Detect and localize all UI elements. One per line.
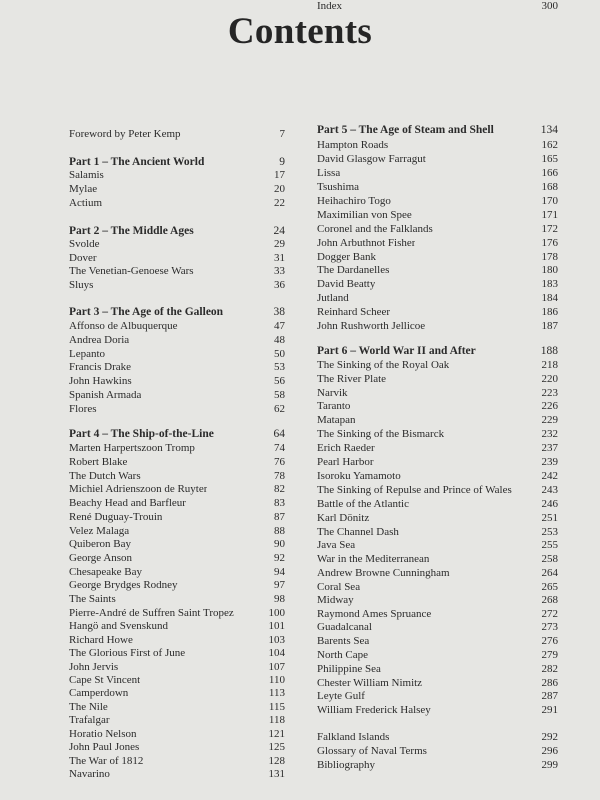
toc-entry — [317, 0, 558, 13]
toc-entry-page: 253 — [541, 526, 558, 538]
toc-entry-page: 176 — [541, 237, 558, 249]
toc-entry-title: Spanish Armada — [69, 389, 142, 401]
toc-entry-page: 74 — [274, 442, 285, 454]
toc-entry — [69, 674, 285, 687]
toc-entry — [317, 745, 558, 758]
toc-entry-page: 97 — [274, 579, 285, 591]
toc-entry — [69, 348, 285, 361]
toc-part-heading — [69, 225, 285, 238]
toc-entry-page: 251 — [541, 512, 558, 524]
toc-entry — [317, 306, 558, 319]
toc-entry-page: 47 — [274, 320, 285, 332]
toc-entry-page: 101 — [268, 620, 285, 632]
toc-entry-page: 22 — [274, 197, 285, 209]
toc-entry — [317, 264, 558, 277]
toc-entry — [69, 169, 285, 182]
toc-entry-page: 279 — [541, 649, 558, 661]
toc-entry-title: Part 3 – The Age of the Galleon — [69, 306, 224, 318]
toc-entry — [69, 265, 285, 278]
toc-entry-title: Marten Harpertszoon Tromp — [69, 442, 195, 454]
toc-entry-page: 268 — [541, 594, 558, 606]
toc-entry-page: 287 — [541, 690, 558, 702]
toc-entry-title: Beachy Head and Barfleur — [69, 497, 186, 509]
toc-entry-title: Coronel and the Falklands — [317, 223, 433, 235]
toc-entry — [317, 498, 558, 511]
toc-entry-title: Chester William Nimitz — [317, 677, 423, 689]
toc-entry-page: 17 — [274, 169, 285, 181]
toc-entry — [69, 768, 285, 781]
toc-entry-title: Hangö and Svenskund — [69, 620, 168, 632]
toc-entry-page: 98 — [274, 593, 285, 605]
toc-entry-title: John Paul Jones — [69, 741, 140, 753]
toc-entry-page: 31 — [274, 252, 285, 264]
toc-entry — [69, 701, 285, 714]
toc-entry — [317, 209, 558, 222]
toc-entry-title: Part 1 – The Ancient World — [69, 156, 205, 168]
toc-entry-page: 104 — [268, 647, 285, 659]
toc-entry — [317, 359, 558, 372]
toc-entry — [317, 320, 558, 333]
toc-entry-title: Lepanto — [69, 348, 106, 360]
toc-entry-page: 94 — [274, 566, 285, 578]
toc-entry-page: 162 — [541, 139, 558, 151]
toc-entry-page: 264 — [541, 567, 558, 579]
toc-entry-title: Salamis — [69, 169, 104, 181]
toc-entry-page: 128 — [268, 755, 285, 767]
toc-entry-page: 58 — [274, 389, 285, 401]
toc-entry-title: The Sinking of Repulse and Prince of Wales — [317, 484, 512, 496]
toc-entry-page: 7 — [279, 128, 285, 140]
toc-entry — [317, 553, 558, 566]
toc-entry — [317, 442, 558, 455]
toc-entry — [69, 755, 285, 768]
toc-entry — [69, 741, 285, 754]
toc-entry-title: Chesapeake Bay — [69, 566, 142, 578]
toc-entry-page: 282 — [541, 663, 558, 675]
toc-entry-page: 237 — [541, 442, 558, 454]
toc-entry-title: Tsushima — [317, 181, 360, 193]
toc-entry-title: David Beatty — [317, 278, 376, 290]
toc-entry-title: George Anson — [69, 552, 133, 564]
toc-entry-title: Andrew Browne Cunningham — [317, 567, 450, 579]
toc-entry-page: 246 — [541, 498, 558, 510]
toc-entry-title: The Channel Dash — [317, 526, 399, 538]
toc-entry-page: 170 — [541, 195, 558, 207]
toc-entry-page: 255 — [541, 539, 558, 551]
toc-entry-title: John Rushworth Jellicoe — [317, 320, 426, 332]
toc-entry-page: 29 — [274, 238, 285, 250]
toc-entry-page: 118 — [268, 714, 285, 726]
toc-entry-page: 53 — [274, 361, 285, 373]
toc-entry — [69, 320, 285, 333]
toc-entry-title: Mylae — [69, 183, 98, 195]
toc-entry-title: Trafalgar — [69, 714, 110, 726]
toc-entry-page: 78 — [274, 470, 285, 482]
toc-entry-title: The Saints — [69, 593, 116, 605]
toc-entry — [317, 731, 558, 744]
toc-entry-page: 168 — [541, 181, 558, 193]
toc-entry-title: Michiel Adrienszoon de Ruyter — [69, 483, 208, 495]
toc-entry — [317, 621, 558, 634]
toc-entry-page: 113 — [268, 687, 285, 699]
toc-entry-title: The Glorious First of June — [69, 647, 186, 659]
toc-entry-page: 229 — [541, 414, 558, 426]
toc-entry-title: The Sinking of the Royal Oak — [317, 359, 450, 371]
toc-entry — [317, 237, 558, 250]
toc-entry-page: 87 — [274, 511, 285, 523]
toc-entry — [317, 567, 558, 580]
toc-entry — [69, 456, 285, 469]
toc-entry — [317, 139, 558, 152]
toc-entry-page: 239 — [541, 456, 558, 468]
toc-entry-title: Flores — [69, 403, 97, 415]
toc-entry — [69, 661, 285, 674]
toc-entry-page: 48 — [274, 334, 285, 346]
toc-entry — [317, 594, 558, 607]
toc-entry-title: Robert Blake — [69, 456, 128, 468]
toc-entry-title: Hampton Roads — [317, 139, 389, 151]
toc-entry-title: John Hawkins — [69, 375, 132, 387]
toc-part-heading — [69, 156, 285, 169]
toc-entry-title: The Nile — [69, 701, 108, 713]
toc-entry-page: 90 — [274, 538, 285, 550]
toc-entry — [69, 647, 285, 660]
toc-entry-title: Falkland Islands — [317, 731, 390, 743]
toc-entry-title: Horatio Nelson — [69, 728, 137, 740]
toc-entry — [69, 442, 285, 455]
toc-entry — [69, 334, 285, 347]
toc-entry-title: Leyte Gulf — [317, 690, 365, 702]
toc-entry-title: Quiberon Bay — [69, 538, 132, 550]
toc-entry-title: Part 2 – The Middle Ages — [69, 225, 194, 237]
toc-entry — [69, 497, 285, 510]
toc-entry-title: Bibliography — [317, 759, 376, 771]
toc-entry — [69, 552, 285, 565]
toc-entry-page: 258 — [541, 553, 558, 565]
toc-entry — [317, 690, 558, 703]
toc-entry-page: 300 — [541, 0, 558, 12]
toc-entry — [317, 635, 558, 648]
toc-entry-page: 223 — [541, 387, 558, 399]
toc-entry-page: 166 — [541, 167, 558, 179]
toc-entry — [69, 375, 285, 388]
toc-entry-title: Part 5 – The Age of Steam and Shell — [317, 124, 494, 136]
toc-entry-page: 134 — [540, 124, 558, 136]
toc-entry — [317, 470, 558, 483]
toc-entry-page: 296 — [541, 745, 558, 757]
toc-entry-title: Andrea Doria — [69, 334, 130, 346]
toc-entry-title: Pierre-André de Suffren Saint Tropez — [69, 607, 234, 619]
toc-entry-title: Affonso de Albuquerque — [69, 320, 178, 332]
page-title: Contents — [227, 11, 373, 52]
toc-entry-page: 62 — [274, 403, 285, 415]
toc-entry-page: 272 — [541, 608, 558, 620]
toc-entry-page: 172 — [541, 223, 558, 235]
toc-entry-page: 276 — [541, 635, 558, 647]
toc-entry-page: 9 — [279, 156, 285, 168]
toc-entry-title: Guadalcanal — [317, 621, 372, 633]
toc-entry-page: 187 — [541, 320, 558, 332]
toc-entry — [69, 607, 285, 620]
toc-entry-title: Actium — [69, 197, 102, 209]
toc-entry-title: Maximilian von Spee — [317, 209, 412, 221]
toc-entry-title: William Frederick Halsey — [317, 704, 431, 716]
toc-entry-page: 88 — [274, 525, 285, 537]
toc-entry — [69, 128, 285, 141]
toc-entry-title: Dogger Bank — [317, 251, 376, 263]
toc-entry — [69, 403, 285, 416]
toc-entry-title: Richard Howe — [69, 634, 133, 646]
toc-entry — [317, 484, 558, 497]
toc-entry — [69, 238, 285, 251]
toc-entry-title: The River Plate — [317, 373, 387, 385]
toc-entry-page: 50 — [274, 348, 285, 360]
toc-entry — [69, 183, 285, 196]
toc-entry-title: Camperdown — [69, 687, 129, 699]
toc-entry-title: Philippine Sea — [317, 663, 381, 675]
toc-entry — [69, 389, 285, 402]
toc-entry-title: Karl Dönitz — [317, 512, 370, 524]
toc-entry-title: Narvik — [317, 387, 348, 399]
toc-entry-title: Taranto — [317, 400, 351, 412]
toc-entry-page: 218 — [541, 359, 558, 371]
toc-entry-title: George Brydges Rodney — [69, 579, 178, 591]
toc-entry — [317, 167, 558, 180]
toc-entry-page: 188 — [540, 345, 558, 357]
toc-entry — [317, 251, 558, 264]
toc-entry-title: North Cape — [317, 649, 369, 661]
toc-entry — [317, 292, 558, 305]
toc-entry-title: Part 6 – World War II and After — [317, 345, 476, 357]
toc-entry-page: 265 — [541, 581, 558, 593]
toc-entry-title: Midway — [317, 594, 354, 606]
toc-entry — [69, 579, 285, 592]
toc-entry-page: 226 — [541, 400, 558, 412]
toc-entry-title: Reinhard Scheer — [317, 306, 390, 318]
toc-entry-title: David Glasgow Farragut — [317, 153, 426, 165]
toc-entry — [317, 456, 558, 469]
toc-entry-page: 178 — [541, 251, 558, 263]
toc-entry-title: The Dutch Wars — [69, 470, 141, 482]
toc-entry — [317, 608, 558, 621]
toc-entry-title: Barents Sea — [317, 635, 370, 647]
toc-entry-title: Battle of the Atlantic — [317, 498, 409, 510]
toc-entry-page: 24 — [273, 225, 285, 237]
toc-entry — [69, 483, 285, 496]
toc-entry-page: 292 — [541, 731, 558, 743]
toc-entry-page: 299 — [541, 759, 558, 771]
toc-entry-page: 56 — [274, 375, 285, 387]
toc-part-heading — [317, 345, 558, 358]
toc-entry-title: Heihachiro Togo — [317, 195, 391, 207]
toc-entry-title: Francis Drake — [69, 361, 132, 373]
toc-entry — [69, 197, 285, 210]
toc-entry-page: 125 — [268, 741, 285, 753]
toc-entry — [317, 195, 558, 208]
toc-entry-page: 243 — [541, 484, 558, 496]
toc-entry-title: Erich Raeder — [317, 442, 375, 454]
toc-entry-page: 100 — [268, 607, 285, 619]
toc-entry-page: 38 — [273, 306, 285, 318]
toc-entry-title: Glossary of Naval Terms — [317, 745, 427, 757]
toc-entry-page: 273 — [541, 621, 558, 633]
toc-entry — [69, 538, 285, 551]
toc-entry-title: Jutland — [317, 292, 349, 304]
toc-entry — [69, 511, 285, 524]
toc-entry-page: 92 — [274, 552, 285, 564]
toc-entry-title: John Arbuthnot Fisher — [317, 237, 416, 249]
toc-entry-page: 171 — [541, 209, 558, 221]
toc-entry — [69, 620, 285, 633]
toc-entry-title: The War of 1812 — [69, 755, 144, 767]
toc-entry-title: The Venetian-Genoese Wars — [69, 265, 194, 277]
toc-entry — [317, 387, 558, 400]
toc-entry — [317, 704, 558, 717]
toc-entry — [69, 279, 285, 292]
toc-entry-title: Sluys — [69, 279, 94, 291]
toc-entry-page: 242 — [541, 470, 558, 482]
toc-entry-title: Java Sea — [317, 539, 356, 551]
toc-entry-page: 83 — [274, 497, 285, 509]
toc-entry-title: Raymond Ames Spruance — [317, 608, 432, 620]
toc-entry-page: 183 — [541, 278, 558, 290]
toc-entry — [69, 634, 285, 647]
toc-entry-title: René Duguay-Trouin — [69, 511, 163, 523]
toc-entry — [317, 526, 558, 539]
toc-entry-page: 110 — [268, 674, 285, 686]
toc-entry-title: Index — [317, 0, 343, 12]
toc-entry-title: John Jervis — [69, 661, 119, 673]
toc-part-heading — [69, 306, 285, 319]
toc-entry-title: Isoroku Yamamoto — [317, 470, 401, 482]
toc-entry-page: 115 — [268, 701, 285, 713]
toc-entry — [317, 428, 558, 441]
toc-entry — [317, 649, 558, 662]
toc-entry-title: Foreword by Peter Kemp — [69, 128, 181, 140]
toc-entry — [317, 581, 558, 594]
toc-entry-page: 121 — [268, 728, 285, 740]
toc-entry-page: 103 — [268, 634, 285, 646]
toc-entry-page: 291 — [541, 704, 558, 716]
toc-entry-title: The Sinking of the Bismarck — [317, 428, 445, 440]
toc-part-heading — [317, 124, 558, 137]
toc-entry-title: Dover — [69, 252, 97, 264]
toc-entry-title: Cape St Vincent — [69, 674, 141, 686]
toc-entry — [69, 525, 285, 538]
toc-entry-page: 165 — [541, 153, 558, 165]
toc-entry-page: 64 — [273, 428, 285, 440]
toc-entry-title: Navarino — [69, 768, 110, 780]
toc-entry — [317, 759, 558, 772]
toc-entry — [69, 728, 285, 741]
toc-entry-page: 76 — [274, 456, 285, 468]
toc-entry-title: Pearl Harbor — [317, 456, 374, 468]
toc-entry — [69, 361, 285, 374]
toc-entry — [317, 539, 558, 552]
toc-entry — [69, 687, 285, 700]
toc-entry-page: 20 — [274, 183, 285, 195]
toc-entry — [317, 153, 558, 166]
toc-entry — [69, 252, 285, 265]
toc-entry — [317, 414, 558, 427]
toc-entry — [69, 593, 285, 606]
toc-entry-title: The Dardanelles — [317, 264, 390, 276]
toc-entry-title: War in the Mediterranean — [317, 553, 430, 565]
toc-entry-title: Velez Malaga — [69, 525, 130, 537]
toc-entry-page: 107 — [268, 661, 285, 673]
toc-entry-page: 286 — [541, 677, 558, 689]
toc-entry-title: Lissa — [317, 167, 341, 179]
toc-entry — [317, 677, 558, 690]
toc-entry — [317, 663, 558, 676]
toc-entry-page: 186 — [541, 306, 558, 318]
toc-part-heading — [69, 428, 285, 441]
toc-entry-page: 232 — [541, 428, 558, 440]
toc-entry — [317, 181, 558, 194]
toc-entry-page: 82 — [274, 483, 285, 495]
toc-entry-page: 220 — [541, 373, 558, 385]
toc-entry-title: Matapan — [317, 414, 356, 426]
toc-entry — [317, 373, 558, 386]
toc-entry — [69, 470, 285, 483]
toc-entry-page: 33 — [274, 265, 285, 277]
toc-entry — [317, 400, 558, 413]
toc-entry-title: Coral Sea — [317, 581, 361, 593]
toc-entry-page: 131 — [268, 768, 285, 780]
toc-entry — [317, 278, 558, 291]
toc-entry — [69, 714, 285, 727]
toc-entry — [317, 512, 558, 525]
toc-entry-title: Part 4 – The Ship-of-the-Line — [69, 428, 214, 440]
toc-entry-title: Svolde — [69, 238, 100, 250]
toc-entry-page: 184 — [541, 292, 558, 304]
toc-entry-page: 180 — [541, 264, 558, 276]
toc-entry-page: 36 — [274, 279, 285, 291]
toc-entry — [317, 223, 558, 236]
toc-entry — [69, 566, 285, 579]
